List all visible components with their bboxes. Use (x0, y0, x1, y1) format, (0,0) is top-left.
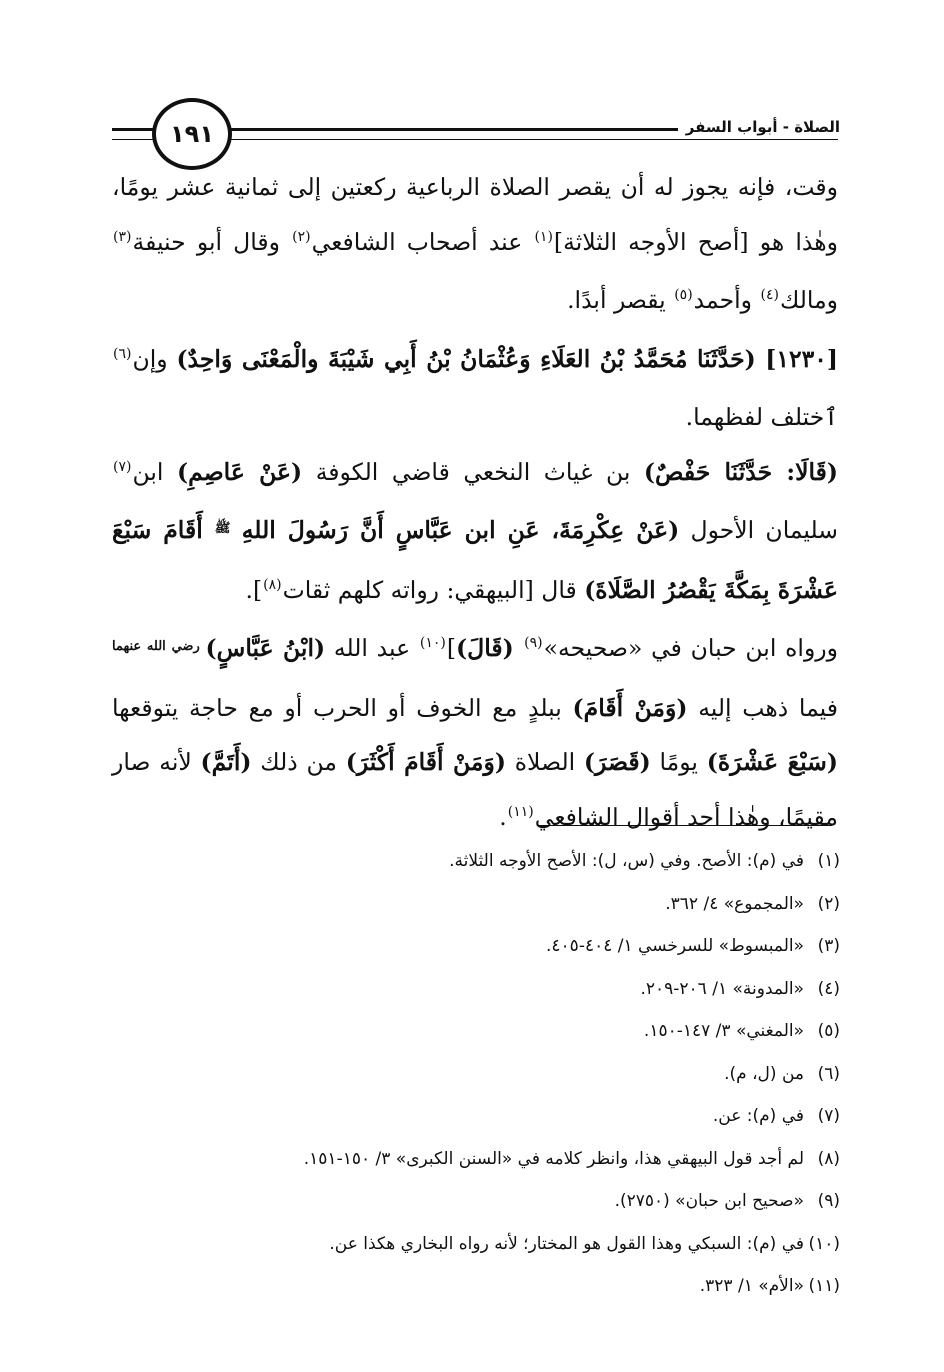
footnote-separator (538, 825, 832, 826)
text: وقت، فإنه يجوز له أن يقصر الصلاة الرباعية ركعتين إلى ثمانية عشر يومًا، وهٰذا هو [أصح الأوجه الثلاثة] (112, 173, 839, 256)
text: بن غياث النخعي قاضي الكوفة (302, 457, 644, 486)
text: يقصر أبدًا. (567, 286, 674, 314)
footnote-text: لم أجد قول البيهقي هذا، وانظر كلامه في «السنن الكبرى» ٣/ ١٥٠-١٥١. (303, 1148, 804, 1169)
footnote (100, 1265, 840, 1308)
footnote-ref[interactable]: (٩) (524, 635, 543, 651)
hadith-text: (قَالَا: حَدَّثَنَا حَفْصٌ) (643, 457, 838, 486)
footnotes (100, 840, 840, 1308)
footnote-number: (١٠) (808, 1233, 840, 1254)
text: الصلاة (505, 748, 584, 776)
footnote (100, 1010, 840, 1053)
footnote-ref[interactable]: (٥) (674, 287, 693, 303)
text: ورواه ابن حبان في «صحيحه» (543, 634, 838, 662)
footnote-ref[interactable]: (٢) (292, 228, 311, 245)
footnote (100, 1180, 840, 1223)
hadith-text: أَقَامَ سَبْعَ عَشْرَةَ بِمَكَّةَ يَقْصُرُ الصَّلَاةَ) (112, 516, 838, 604)
footnote-number: (١١) (808, 1276, 840, 1296)
footnote-number: (٩) (817, 1191, 840, 1211)
footnote (100, 1223, 840, 1266)
text: ومالك (779, 286, 838, 314)
footnote (100, 968, 840, 1011)
footnote (100, 1053, 840, 1096)
footnote-ref[interactable]: (١) (534, 228, 553, 245)
footnote-ref[interactable]: (٦) (113, 345, 132, 362)
header-rule-left (112, 128, 156, 140)
footnote-text: «المغني» ٣/ ١٤٧-١٥٠. (643, 1021, 804, 1041)
text: سليمان الأحول (679, 516, 838, 544)
footnote (100, 840, 840, 883)
hadith-text: (وَمَنْ أَقَامَ أَكْثَرَ) (345, 748, 506, 776)
hadith-text: (قَالَ) (456, 634, 524, 662)
text: . (499, 802, 507, 831)
text: لأنه صار مقيمًا، وهٰذا أحد أقوال الشافعي (112, 748, 838, 831)
footnote (100, 925, 840, 968)
footnote-number: (٥) (817, 1021, 840, 1041)
footnote-number: (٧) (817, 1106, 840, 1126)
hadith-text: (أَتَمَّ) (200, 748, 252, 776)
running-title: الصلاة - أبواب السفر (678, 118, 840, 136)
footnote-text: في (م): السبكي وهذا القول هو المختار؛ لأنه رواه البخاري هكذا عن. (329, 1233, 804, 1254)
text: عند أصحاب الشافعي (311, 227, 534, 256)
text: وأحمد (693, 286, 760, 314)
paragraph-2 (112, 332, 838, 445)
footnote-text: «المدونة» ١/ ٢٠٦-٢٠٩. (640, 978, 804, 999)
footnote-number: (٨) (817, 1148, 840, 1169)
footnote-ref[interactable]: (٣) (113, 228, 132, 245)
footnote-number: (١) (817, 851, 840, 871)
hadith-chain: [١٢٣٠] (حَدَّثَنَا مُحَمَّدُ بْنُ العَلَاءِ وَعُثْمَانُ بْنُ أَبِي شَيْبَةَ والْمَعْنَى وَاحِدٌ) (176, 344, 839, 373)
footnote-text: من (ل، م). (724, 1063, 804, 1084)
hadith-text: (سَبْعَ عَشْرَةَ) (706, 748, 838, 776)
footnote-ref[interactable]: (٧) (113, 458, 132, 475)
hadith-text: (قَصَرَ) (583, 748, 651, 776)
footnote-text: «صحيح ابن حبان» (٢٧٥٠). (614, 1191, 804, 1211)
footnote-text: في (م): الأصح. وفي (س، ل): الأصح الأوجه الثلاثة. (449, 851, 804, 871)
footnote-text: في (م): عن. (712, 1106, 804, 1126)
text: وإن (132, 344, 177, 373)
footnote-number: (٤) (817, 978, 840, 999)
text: من ذلك (251, 748, 346, 776)
text: ٱختلف لفظهما. (685, 403, 838, 431)
footnote-ref[interactable]: (١٠) (419, 635, 446, 651)
text: ] (446, 634, 456, 662)
footnote-ref[interactable]: (٨) (263, 576, 282, 593)
footnote (100, 1095, 840, 1138)
hadith-text: (ابْنُ عَبَّاسٍ) (205, 634, 326, 662)
page-number: ١٩١ (152, 98, 232, 170)
paragraph-1 (112, 160, 838, 332)
paragraph-3 (112, 445, 838, 622)
text: يومًا (650, 748, 707, 776)
text: فيما ذهب إليه (687, 693, 839, 722)
hadith-text: (وَمَنْ أَقَامَ) (572, 693, 688, 722)
hadith-text: (عَنْ عَاصِمِ) (176, 457, 303, 486)
text: وقال أبو حنيفة (132, 227, 292, 256)
text: ببلدٍ مع الخوف أو الحرب أو مع حاجة يتوقعها (112, 693, 573, 722)
footnote-text: «الأم» ١/ ٣٢٣. (699, 1276, 804, 1296)
footnote-text: «المبسوط» للسرخسي ١/ ٤٠٤-٤٠٥. (546, 936, 804, 956)
footnote-number: (٣) (817, 936, 840, 956)
text: ]. (245, 575, 263, 604)
footnote-number: (٦) (817, 1063, 840, 1084)
paragraph-4 (112, 621, 838, 848)
footnote (100, 1138, 840, 1181)
footnote-number: (٢) (817, 893, 840, 914)
footnote-ref[interactable]: (٤) (760, 287, 779, 303)
honorific-glyph: رضي الله عنهما (112, 639, 206, 654)
hadith-text: (عَنْ عِكْرِمَةَ، عَنِ ابن عَبَّاسٍ أَنَّ رَسُولَ اللهِ (241, 516, 680, 544)
footnote (100, 883, 840, 926)
text: ابن (132, 457, 177, 486)
footnote-text: «المجموع» ٤/ ٣٦٢. (665, 893, 804, 914)
main-text (112, 160, 838, 848)
text: عبد الله (325, 634, 419, 662)
footnote-ref[interactable]: (١١) (507, 803, 534, 820)
honorific-glyph: ﷺ (214, 521, 231, 536)
text: قال [البيهقي: رواته كلهم ثقات (282, 575, 585, 604)
